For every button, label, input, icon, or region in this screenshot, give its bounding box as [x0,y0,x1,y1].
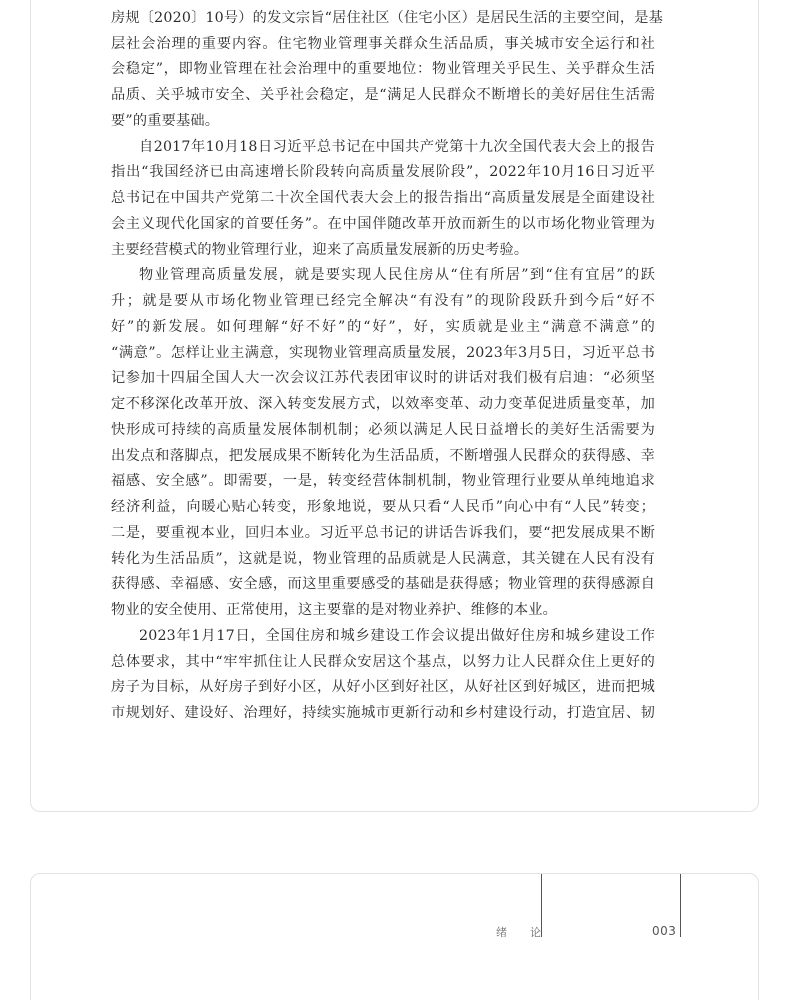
text-line: 房规〔2020〕10号）的发文宗旨“居住社区（住宅小区）是居民生活的主要空间，是基 [111,9,663,26]
text-line: 二是，要重视本业，回归本业。习近平总书记的讲话告诉我们，要“把发展成果不断 [111,524,655,541]
document-page [30,0,759,812]
text-line: 福感、安全感”。即需要，一是，转变经营体制机制，物业管理行业要从单纯地追求 [111,473,655,490]
text-line: 物业管理高质量发展，就是要实现人民住房从“住有所居”到“住有宜居”的跃 [139,267,655,284]
text-line: 好”的新发展。如何理解“好不好”的“好”，好，实质就是业主“满意不满意”的 [111,318,655,335]
text-line: 快形成可持续的高质量发展体制机制；必须以满足人民日益增长的美好生活需要为 [111,421,655,438]
text-line: 转化为生活品质”，这就是说，物业管理的品质就是人民满意，其关键在人民有没有 [111,550,655,567]
text-line: 定不移深化改革开放、深入转变发展方式，以效率变革、动力变革促进质量变革，加 [111,396,655,412]
text-line: 获得感、幸福感、安全感，而这里重要感受的基础是获得感；物业管理的获得感源自 [111,576,655,593]
text-line: 记参加十四届全国人大一次会议江苏代表团审议时的讲话对我们极有启迪：“必须坚 [111,370,655,387]
text-line: 物业的安全使用、正常使用，这主要靠的是对物业养护、维修的本业。 [111,602,558,618]
text-line: 经济利益，向暖心贴心转变，形象地说，要从只看“人民币”向心中有“人民”转变； [111,499,655,515]
text-line: 会稳定”，即物业管理在社会治理中的重要地位：物业管理关乎民生、关乎群众生活 [111,61,655,78]
body-text [111,0,663,727]
text-line: 主要经营模式的物业管理行业，迎来了高质量发展新的历史考验。 [111,241,529,258]
text-line: 指出“我国经济已由高速增长阶段转向高质量发展阶段”，2022年10月16日习近平 [111,164,655,181]
text-line: 升；就是要从市场化物业管理已经完全解决“有没有”的现阶段跃升到今后“好不 [111,293,655,309]
text-line: 2023年1月17日，全国住房和城乡建设工作会议提出做好住房和城乡建设工作 [139,627,655,644]
text-line: 自2017年10月18日习近平总书记在中国共产党第十九次全国代表大会上的报告 [139,138,655,155]
text-line: 房子为目标，从好房子到好小区，从好小区到好社区，从好社区到好城区，进而把城 [111,679,655,696]
text-line [111,0,655,6]
text-line: 市规划好、建设好、治理好，持续实施城市更新行动和乡村建设行动，打造宜居、韧 [111,705,655,721]
document-page [30,873,759,1000]
text-line: 要”的重要基础。 [111,112,220,129]
header-rule [680,874,681,937]
text-line: 出发点和落脚点，把发展成果不断转化为生活品质，不断增强人民群众的获得感、幸 [111,447,655,464]
text-line: 总书记在中国共产党第二十次全国代表大会上的报告指出“高质量发展是全面建设社 [111,190,655,206]
page-number: 003 [652,924,677,938]
text-line: “满意”。怎样让业主满意，实现物业管理高质量发展，2023年3月5日，习近平总书 [111,344,655,361]
text-line: 会主义现代化国家的首要任务”。在中国伴随改革开放而新生的以市场化物业管理为 [111,215,655,232]
text-line: 品质、关乎城市安全、关乎社会稳定，是“满足人民群众不断增长的美好居住生活需 [111,87,655,103]
text-line: 总体要求，其中“牢牢抓住让人民群众安居这个基点，以努力让人民群众住上更好的 [111,653,655,670]
text-line: 层社会治理的重要内容。住宅物业管理事关群众生活品质，事关城市安全运行和社 [111,35,655,52]
running-head: 绪 论 [496,926,547,939]
